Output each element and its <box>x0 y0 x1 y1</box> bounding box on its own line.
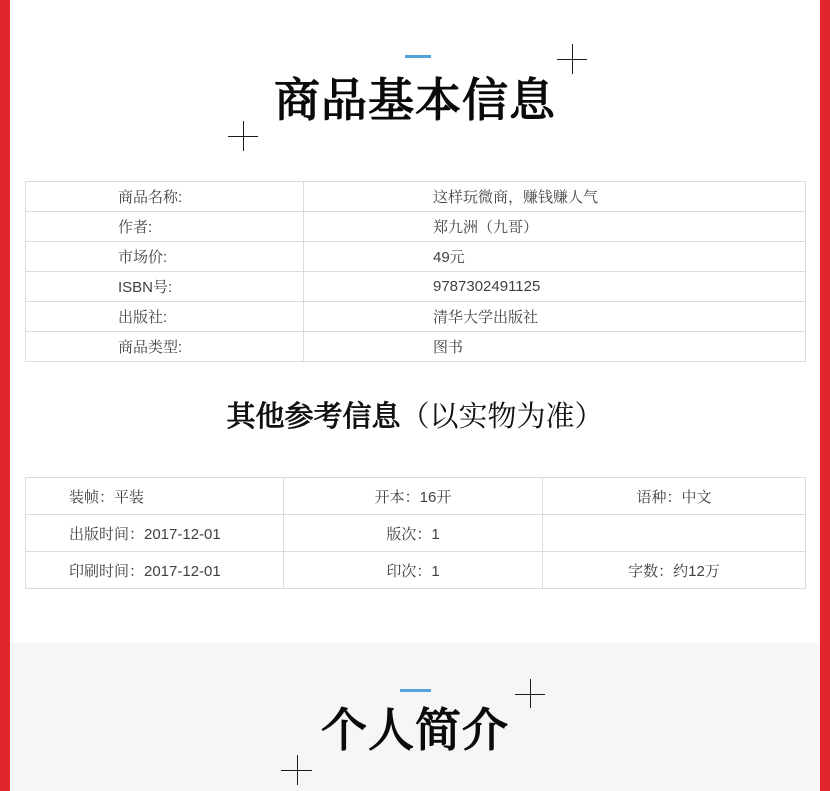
cell-pub-date: 出版时间：2017-12-01 <box>26 515 284 552</box>
table-row <box>26 515 806 552</box>
reference-info-table <box>25 477 806 589</box>
row-value: 49元 <box>304 242 806 272</box>
row-value: 这样玩微商，赚钱赚人气 <box>304 182 806 212</box>
table-row <box>26 302 806 332</box>
blue-dash-icon <box>405 55 431 58</box>
cell-print-date: 印刷时间：2017-12-01 <box>26 552 284 589</box>
row-value: 清华大学出版社 <box>304 302 806 332</box>
cell-binding: 装帧：平装 <box>26 478 284 515</box>
table-row <box>26 242 806 272</box>
cell-edition: 版次：1 <box>284 515 543 552</box>
blue-dash-icon <box>400 689 431 692</box>
row-label: 商品类型: <box>26 332 304 362</box>
table-row <box>26 332 806 362</box>
product-info-table <box>25 181 806 362</box>
cell-word-count: 字数：约12万 <box>543 552 806 589</box>
table-row <box>26 272 806 302</box>
table-row <box>26 212 806 242</box>
cell-empty <box>543 515 806 552</box>
cross-mark-icon <box>515 679 545 708</box>
row-value: 9787302491125 <box>304 272 806 302</box>
cell-impression: 印次：1 <box>284 552 543 589</box>
cross-mark-icon <box>281 755 312 785</box>
red-accent-bar-left <box>0 0 10 791</box>
cell-language: 语种：中文 <box>543 478 806 515</box>
table-row <box>26 182 806 212</box>
section-title-personal-intro: 个人简介 <box>321 705 509 756</box>
table-row <box>26 478 806 515</box>
other-info-title-text: 其他参考信息 <box>226 401 401 433</box>
row-label: 作者: <box>26 212 304 242</box>
section-title-other-info <box>0 399 830 437</box>
row-label: ISBN号: <box>26 272 304 302</box>
table-row <box>26 552 806 589</box>
row-value: 郑九洲（九哥） <box>304 212 806 242</box>
other-info-title-note: （以实物为准） <box>400 401 604 433</box>
row-label: 出版社: <box>26 302 304 332</box>
row-label: 市场价: <box>26 242 304 272</box>
row-value: 图书 <box>304 332 806 362</box>
row-label: 商品名称: <box>26 182 304 212</box>
cross-mark-icon <box>557 44 587 74</box>
section-title-basic-info: 商品基本信息 <box>274 75 556 126</box>
red-accent-bar-right <box>820 0 830 791</box>
cell-format: 开本：16开 <box>284 478 543 515</box>
